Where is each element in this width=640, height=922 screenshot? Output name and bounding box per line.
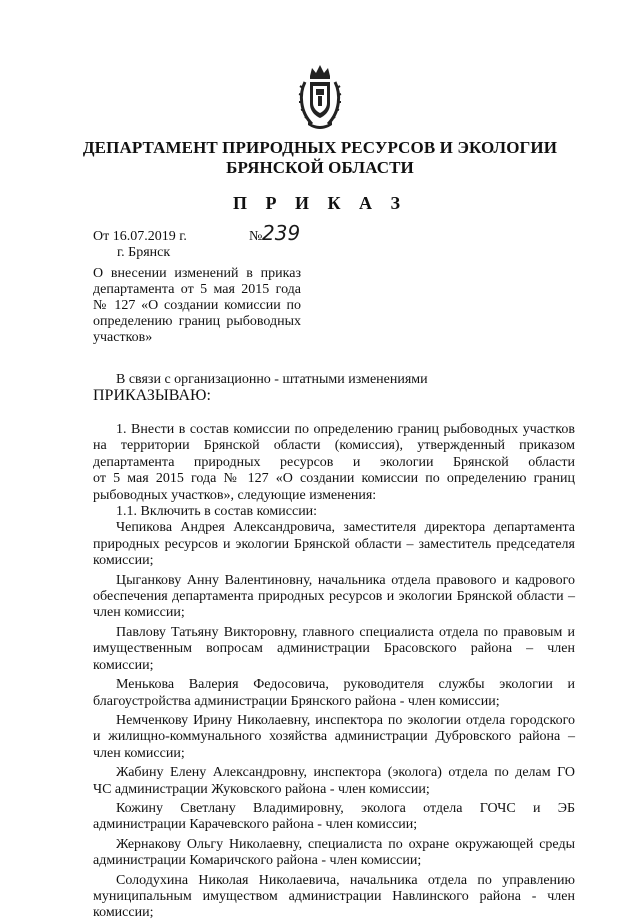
- body-line: природных ресурсов и экологии Брянской области – заместитель председателя: [93, 536, 575, 552]
- body-line: член комиссии;: [93, 745, 185, 761]
- body-line: член комиссии;: [93, 605, 185, 621]
- body-paragraph: [93, 801, 575, 834]
- order-command: ПРИКАЗЫВАЮ:: [93, 387, 211, 404]
- department-title-line1: ДЕПАРТАМЕНТ ПРИРОДНЫХ РЕСУРСОВ И ЭКОЛОГИИ: [82, 138, 558, 157]
- preamble-text: В связи с организационно - штатными изменениями: [116, 372, 428, 387]
- body-paragraph: [93, 520, 575, 569]
- body-line: комиссии;: [93, 553, 154, 569]
- body-paragraph: [93, 573, 575, 622]
- body-line: администрации Комаричского района - член комиссии;: [93, 853, 422, 869]
- subject-line: участков»: [93, 330, 153, 345]
- body-paragraph: [93, 422, 575, 504]
- subject-line: № 127 «О создании комиссии по: [93, 298, 301, 313]
- body-line: и жилищно-коммунального хозяйства администрации Дубровского района –: [93, 729, 575, 745]
- body-line: Жернакову Ольгу Николаевну, специалиста по охране окружающей среды: [116, 836, 575, 852]
- body-line: Немченкову Ирину Николаевну, инспектора по экологии отдела городского: [116, 712, 575, 728]
- bryansk-coat-of-arms-icon: [298, 62, 342, 132]
- order-date: От 16.07.2019 г.: [93, 229, 187, 244]
- department-title-line2: БРЯНСКОЙ ОБЛАСТИ: [226, 158, 414, 177]
- body-line: ЧС администрации Жуковского района - член комиссии;: [93, 781, 430, 797]
- body-paragraph: [93, 765, 575, 798]
- body-line: Менькова Валерия Федосовича, руководителя службы экологии и: [116, 677, 575, 693]
- body-line: от 5 мая 2015 года № 127 «О создании комиссии по определению границ: [93, 471, 575, 487]
- subject-line: определению границ рыбоводных: [93, 314, 301, 329]
- body-line: обеспечения департамента природных ресурсов и экологии Брянской области –: [93, 589, 575, 605]
- order-number-handwritten: 239: [262, 221, 301, 245]
- body-paragraph: [93, 713, 575, 762]
- body-line: Чепикова Андрея Александровича, заместителя директора департамента: [116, 520, 575, 536]
- subject-line: О внесении изменений в приказ: [93, 266, 301, 281]
- body-line: благоустройства администрации Брянского района - член комиссии;: [93, 693, 500, 709]
- body-line: имущественным вопросам администрации Брасовского района – член: [93, 641, 575, 657]
- order-subject: [93, 266, 301, 346]
- body-line: 1. Внести в состав комиссии по определению границ рыбоводных участков: [116, 422, 575, 437]
- body-paragraph: [93, 504, 575, 520]
- body-line: муниципальным имуществом администрации Навлинского района - член: [93, 888, 575, 904]
- body-line: Жабину Елену Александровну, инспектора (эколога) отдела по делам ГО: [116, 765, 575, 781]
- body-line: комиссии;: [93, 905, 154, 921]
- body-line: Кожину Светлану Владимировну, эколога отдела ГОЧС и ЭБ: [116, 800, 575, 816]
- body-line: комиссии;: [93, 657, 154, 673]
- body-paragraph: [93, 837, 575, 870]
- body-paragraph: [93, 625, 575, 674]
- body-line: администрации Карачевского района - член комиссии;: [93, 817, 418, 833]
- body-line: рыбоводных участков», следующие изменения:: [93, 487, 377, 503]
- subject-line: департамента от 5 мая 2015 года: [93, 282, 301, 297]
- body-line: Павлову Татьяну Викторовну, главного специалиста отдела по правовым и: [116, 624, 575, 640]
- document-type-title: П Р И К А З: [232, 193, 408, 213]
- body-line: на территории Брянской области (комиссия), утвержденный приказом: [93, 438, 575, 454]
- body-paragraph: [93, 677, 575, 710]
- body-line: Цыганкову Анну Валентиновну, начальника отдела правового и кадрового: [116, 572, 575, 588]
- order-city: г. Брянск: [117, 245, 171, 260]
- body-paragraph: [93, 873, 575, 922]
- order-body: [93, 422, 575, 922]
- body-line: Солодухина Николая Николаевича, начальника отдела по управлению: [116, 872, 575, 888]
- order-number-label: №: [249, 229, 263, 244]
- body-line: 1.1. Включить в состав комиссии:: [116, 504, 318, 520]
- body-line: департамента природных ресурсов и экологии Брянской области: [93, 454, 575, 470]
- preamble: [93, 372, 428, 404]
